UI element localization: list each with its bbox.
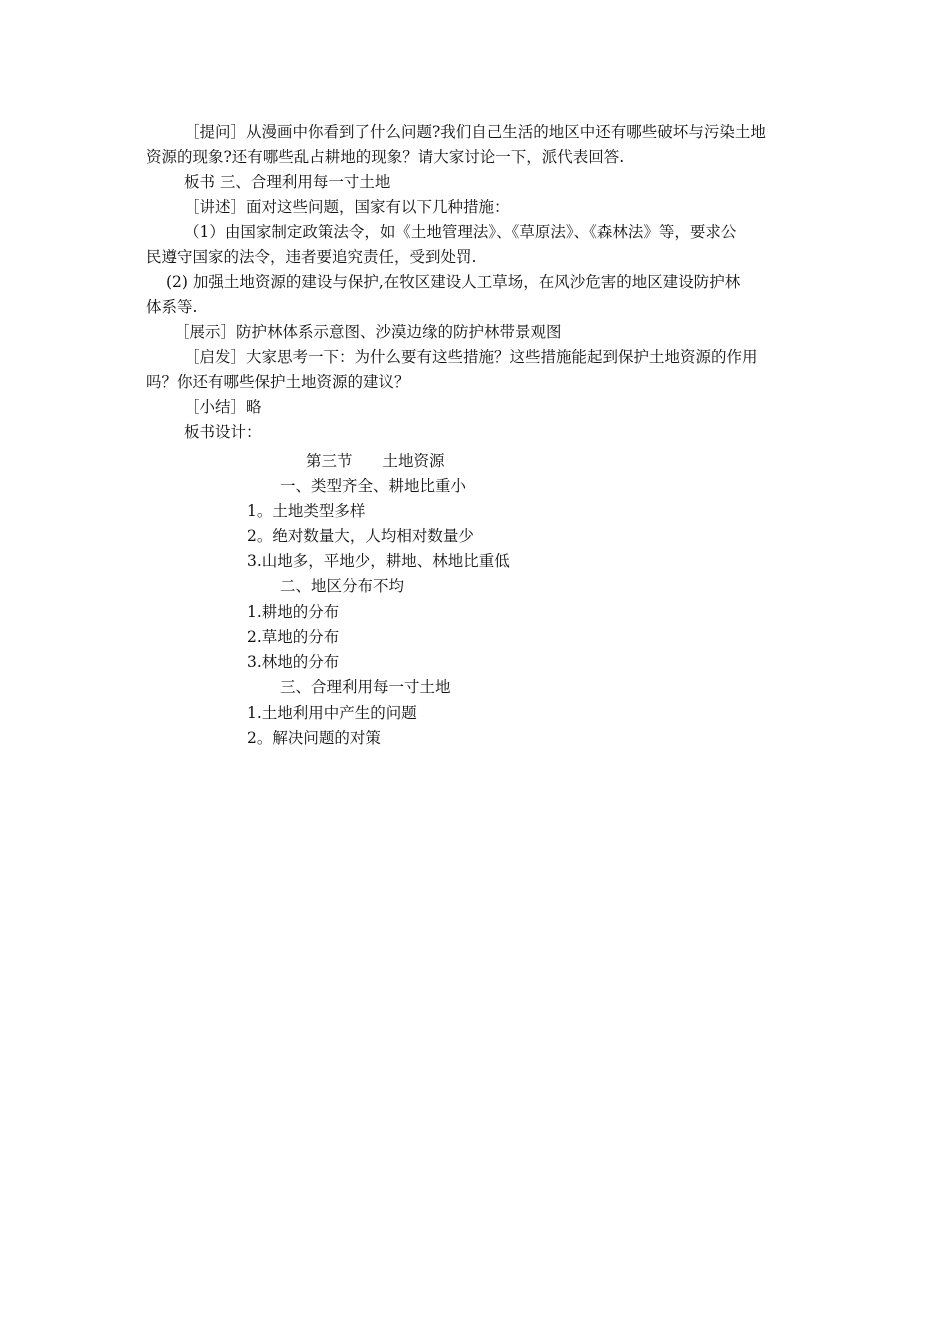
outline-heading-3: 三、合理利用每一寸土地: [280, 678, 451, 696]
outline-item: 2.草地的分布: [247, 628, 340, 646]
outline-item: 1.耕地的分布: [247, 603, 340, 621]
summary-line: ［小结］略: [184, 398, 262, 416]
outline-item: 1.土地利用中产生的问题: [247, 704, 417, 722]
outline-title-section: 第三节: [306, 452, 353, 470]
board-note: 板书 三、合理利用每一寸土地: [184, 173, 391, 191]
outline-item: 2。解决问题的对策: [247, 729, 381, 747]
measure-2-line-1: (2) 加强土地资源的建设与保护,在牧区建设人工草场，在风沙危害的地区建设防护林: [166, 273, 741, 291]
inspire-line-2: 吗？你还有哪些保护土地资源的建议？: [146, 373, 410, 391]
question-line-1: ［提问］从漫画中你看到了什么问题?我们自己生活的地区中还有哪些破坏与污染土地: [184, 123, 766, 141]
outline-item: 3.山地多，平地少，耕地、林地比重低: [247, 552, 510, 570]
measure-1-line-2: 民遵守国家的法令，违者要追究责任，受到处罚.: [146, 248, 477, 266]
inspire-line-1: ［启发］大家思考一下：为什么要有这些措施？这些措施能起到保护土地资源的作用: [184, 348, 758, 366]
outline-title-topic: 土地资源: [382, 452, 445, 470]
outline-heading-2: 二、地区分布不均: [280, 577, 405, 595]
outline-item: 3.林地的分布: [247, 653, 340, 671]
measure-2-line-2: 体系等.: [146, 298, 198, 316]
outline-item: 2。绝对数量大，人均相对数量少: [247, 527, 474, 545]
outline-title: [306, 449, 445, 474]
board-design-label: 板书设计：: [184, 423, 262, 441]
question-line-2: 资源的现象?还有哪些乱占耕地的现象？请大家讨论一下，派代表回答.: [146, 148, 625, 166]
display-line: ［展示］防护林体系示意图、沙漠边缘的防护林带景观图: [174, 323, 562, 341]
outline-heading-1: 一、类型齐全、耕地比重小: [280, 477, 467, 495]
outline-item: 1。土地类型多样: [247, 502, 366, 520]
lecture-line: ［讲述］面对这些问题，国家有以下几种措施：: [184, 198, 510, 216]
measure-1-line-1: （1）由国家制定政策法令，如《土地管理法》、《草原法》、《森林法》等，要求公: [184, 223, 737, 241]
